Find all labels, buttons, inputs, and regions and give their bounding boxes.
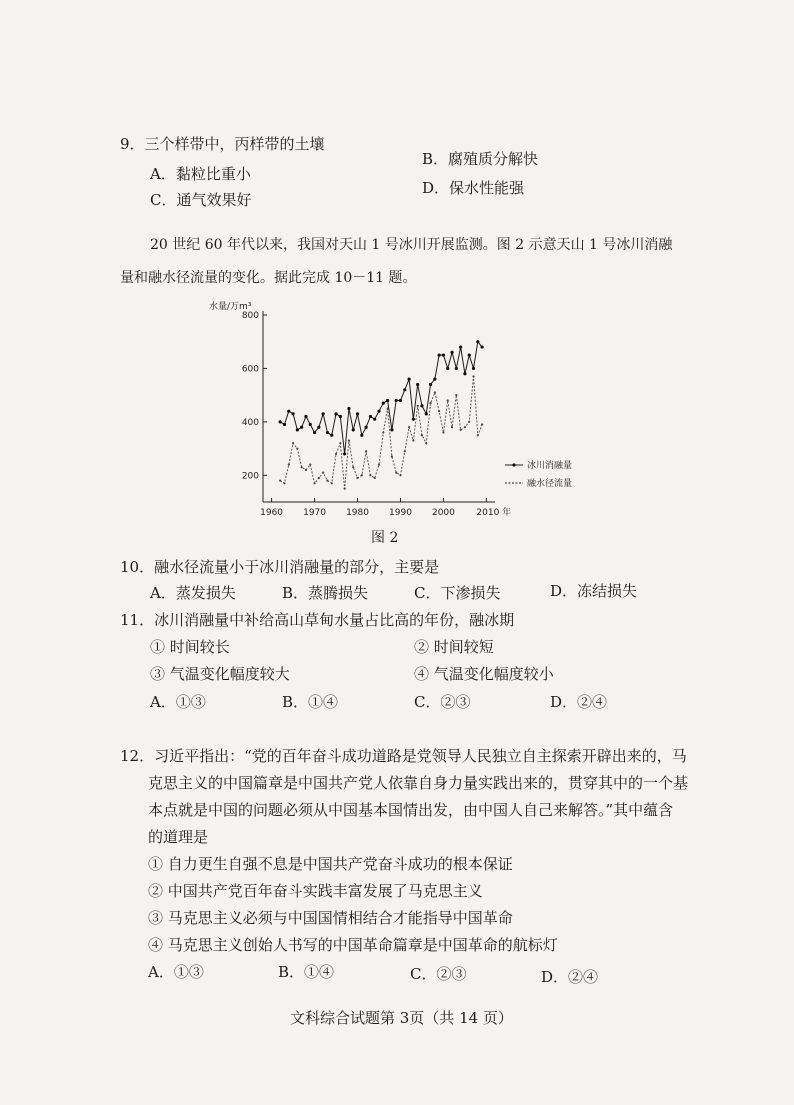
q11-option-d: D．②④: [550, 693, 608, 711]
glacier-chart: [205, 295, 605, 520]
data-point-meltwater-runoff: [296, 447, 298, 449]
legend-label-meltwater-runoff: 融水径流量: [527, 479, 573, 489]
q10-option-d: D．冻结损失: [550, 582, 638, 600]
data-point-meltwater-runoff: [352, 466, 354, 468]
x-tick-label: 1990: [389, 508, 412, 518]
data-point-glacier-melt: [279, 420, 282, 423]
q10-option-a: A．蒸发损失: [150, 584, 236, 602]
data-point-glacier-melt: [334, 412, 337, 415]
q10-option-c: C．下渗损失: [414, 584, 501, 602]
data-point-meltwater-runoff: [301, 466, 303, 468]
data-point-glacier-melt: [347, 407, 350, 410]
data-point-meltwater-runoff: [417, 405, 419, 407]
data-point-glacier-melt: [356, 412, 359, 415]
data-point-meltwater-runoff: [361, 474, 363, 476]
q12-option-c: C．②③: [410, 965, 467, 983]
data-point-glacier-melt: [476, 340, 479, 343]
data-point-glacier-melt: [283, 423, 286, 426]
data-point-glacier-melt: [309, 423, 312, 426]
data-point-meltwater-runoff: [399, 474, 401, 476]
data-point-meltwater-runoff: [455, 394, 457, 396]
data-point-glacier-melt: [343, 452, 346, 455]
data-point-meltwater-runoff: [313, 482, 315, 484]
data-point-meltwater-runoff: [472, 375, 474, 377]
data-point-glacier-melt: [429, 383, 432, 386]
data-point-meltwater-runoff: [331, 482, 333, 484]
q10-option-b: B．蒸腾损失: [282, 584, 369, 602]
q12-stem-line-1: 12．习近平指出：“党的百年奋斗成功道路是党领导人民独立自主探索开辟出来的，马: [120, 747, 687, 765]
page-footer: 文科综合试题第 3页（共 14 页）: [290, 1009, 513, 1027]
data-point-meltwater-runoff: [391, 455, 393, 457]
q11-item-4: ④ 气温变化幅度较小: [414, 665, 554, 683]
data-point-meltwater-runoff: [283, 482, 285, 484]
data-point-glacier-melt: [304, 415, 307, 418]
legend-marker-glacier-melt: [512, 463, 515, 466]
data-point-glacier-melt: [425, 412, 428, 415]
data-point-meltwater-runoff: [408, 426, 410, 428]
data-point-meltwater-runoff: [468, 421, 470, 423]
data-point-meltwater-runoff: [365, 450, 367, 452]
data-point-glacier-melt: [416, 383, 419, 386]
data-point-glacier-melt: [412, 418, 415, 421]
x-tick-label: 1960: [260, 508, 284, 518]
y-tick-label: 400: [241, 417, 259, 428]
data-point-glacier-melt: [459, 345, 462, 348]
q11-item-1: ① 时间较长: [150, 638, 230, 656]
data-point-meltwater-runoff: [477, 434, 479, 436]
data-point-meltwater-runoff: [442, 431, 444, 433]
data-point-glacier-melt: [313, 431, 316, 434]
data-point-glacier-melt: [326, 431, 329, 434]
q12-item-3: ③ 马克思主义必须与中国国情相结合才能指导中国革命: [148, 909, 513, 927]
y-tick-label: 600: [241, 364, 259, 375]
q9-option-a: A．黏粒比重小: [150, 165, 251, 183]
x-tick-label: 2010 年: [476, 508, 512, 518]
data-point-glacier-melt: [390, 428, 393, 431]
data-point-glacier-melt: [296, 428, 299, 431]
data-point-meltwater-runoff: [451, 426, 453, 428]
data-point-meltwater-runoff: [288, 464, 290, 466]
data-point-glacier-melt: [399, 399, 402, 402]
data-point-meltwater-runoff: [344, 488, 346, 490]
data-point-glacier-melt: [442, 353, 445, 356]
data-point-glacier-melt: [322, 412, 325, 415]
q9-option-d: D．保水性能强: [422, 179, 525, 197]
data-point-glacier-melt: [382, 402, 385, 405]
data-point-meltwater-runoff: [339, 442, 341, 444]
data-point-glacier-melt: [450, 351, 453, 354]
y-axis-label: 水量/万m³: [209, 302, 252, 312]
data-point-meltwater-runoff: [279, 480, 281, 482]
data-point-glacier-melt: [463, 372, 466, 375]
data-point-meltwater-runoff: [460, 429, 462, 431]
data-point-glacier-melt: [360, 434, 363, 437]
q9-option-b: B．腐殖质分解快: [422, 150, 539, 168]
series-line-glacier-melt: [280, 342, 482, 454]
data-point-glacier-melt: [455, 367, 458, 370]
q11-option-b: B．①④: [282, 693, 339, 711]
data-point-glacier-melt: [352, 428, 355, 431]
data-point-meltwater-runoff: [309, 464, 311, 466]
data-point-glacier-melt: [395, 399, 398, 402]
data-point-glacier-melt: [403, 388, 406, 391]
data-point-glacier-melt: [365, 426, 368, 429]
data-point-glacier-melt: [291, 412, 294, 415]
legend-label-glacier-melt: 冰川消融量: [527, 461, 573, 471]
data-point-glacier-melt: [433, 378, 436, 381]
data-point-glacier-melt: [386, 399, 389, 402]
data-point-meltwater-runoff: [447, 399, 449, 401]
q12-stem-line-3: 本点就是中国的问题必须从中国基本国情出发，由中国人自己来解答。”其中蕴含: [148, 801, 674, 819]
data-point-glacier-melt: [472, 367, 475, 370]
data-point-meltwater-runoff: [395, 472, 397, 474]
q12-item-2: ② 中国共产党百年奋斗实践丰富发展了马克思主义: [148, 882, 483, 900]
data-point-meltwater-runoff: [326, 480, 328, 482]
q9-stem: 9．三个样带中，丙样带的土壤: [120, 135, 325, 153]
figure-caption: 图 2: [371, 530, 399, 546]
q12-option-d: D．②④: [541, 968, 599, 986]
series-line-meltwater-runoff: [280, 376, 482, 488]
data-point-meltwater-runoff: [434, 391, 436, 393]
q10-stem: 10．融水径流量小于冰川消融量的部分，主要是: [120, 558, 440, 576]
data-point-meltwater-runoff: [481, 423, 483, 425]
data-point-glacier-melt: [481, 345, 484, 348]
q12-option-a: A．①③: [148, 963, 204, 981]
x-tick-label: 1980: [346, 508, 369, 518]
data-point-meltwater-runoff: [382, 431, 384, 433]
data-point-meltwater-runoff: [404, 450, 406, 452]
data-point-glacier-melt: [373, 418, 376, 421]
data-point-meltwater-runoff: [412, 439, 414, 441]
intro-line-2: 量和融水径流量的变化。据此完成 10－11 题。: [120, 270, 417, 286]
data-point-meltwater-runoff: [322, 472, 324, 474]
q12-item-4: ④ 马克思主义创始人书写的中国革命篇章是中国革命的航标灯: [148, 936, 558, 954]
data-point-glacier-melt: [420, 404, 423, 407]
x-tick-label: 1970: [303, 508, 327, 518]
data-point-meltwater-runoff: [386, 407, 388, 409]
data-point-meltwater-runoff: [438, 410, 440, 412]
q12-option-b: B．①④: [278, 963, 335, 981]
data-point-meltwater-runoff: [464, 426, 466, 428]
q11-item-3: ③ 气温变化幅度较大: [150, 665, 290, 683]
data-point-meltwater-runoff: [292, 442, 294, 444]
data-point-glacier-melt: [300, 426, 303, 429]
data-point-meltwater-runoff: [318, 477, 320, 479]
data-point-glacier-melt: [438, 353, 441, 356]
q11-option-c: C．②③: [414, 693, 471, 711]
data-point-glacier-melt: [446, 367, 449, 370]
data-point-meltwater-runoff: [425, 442, 427, 444]
y-tick-label: 200: [241, 471, 259, 482]
q12-item-1: ① 自力更生自强不息是中国共产党奋斗成功的根本保证: [148, 855, 513, 873]
data-point-meltwater-runoff: [356, 477, 358, 479]
q9-option-c: C．通气效果好: [150, 191, 252, 209]
data-point-meltwater-runoff: [378, 464, 380, 466]
data-point-meltwater-runoff: [421, 434, 423, 436]
intro-line-1: 20 世纪 60 年代以来，我国对天山 1 号冰川开展监测。图 2 示意天山 1 号冰川消融: [150, 237, 673, 253]
data-point-meltwater-runoff: [305, 469, 307, 471]
data-point-meltwater-runoff: [369, 474, 371, 476]
data-point-meltwater-runoff: [335, 453, 337, 455]
data-point-glacier-melt: [369, 415, 372, 418]
q11-option-a: A．①③: [150, 693, 206, 711]
data-point-glacier-melt: [317, 426, 320, 429]
q11-item-2: ② 时间较短: [414, 638, 494, 656]
data-point-glacier-melt: [339, 415, 342, 418]
q12-stem-line-4: 的道理是: [148, 828, 209, 846]
data-point-meltwater-runoff: [374, 477, 376, 479]
data-point-meltwater-runoff: [348, 439, 350, 441]
data-point-glacier-melt: [407, 378, 410, 381]
data-point-glacier-melt: [287, 410, 290, 413]
data-point-meltwater-runoff: [429, 402, 431, 404]
y-tick-label: 800: [241, 311, 259, 321]
data-point-glacier-melt: [330, 434, 333, 437]
q11-stem: 11．冰川消融量中补给高山草甸水量占比高的年份，融冰期: [120, 611, 515, 629]
q12-stem-line-2: 克思主义的中国篇章是中国共产党人依靠自身力量实践出来的，贯穿其中的一个基: [148, 774, 689, 792]
data-point-glacier-melt: [468, 353, 471, 356]
data-point-glacier-melt: [377, 410, 380, 413]
x-tick-label: 2000: [431, 508, 455, 518]
